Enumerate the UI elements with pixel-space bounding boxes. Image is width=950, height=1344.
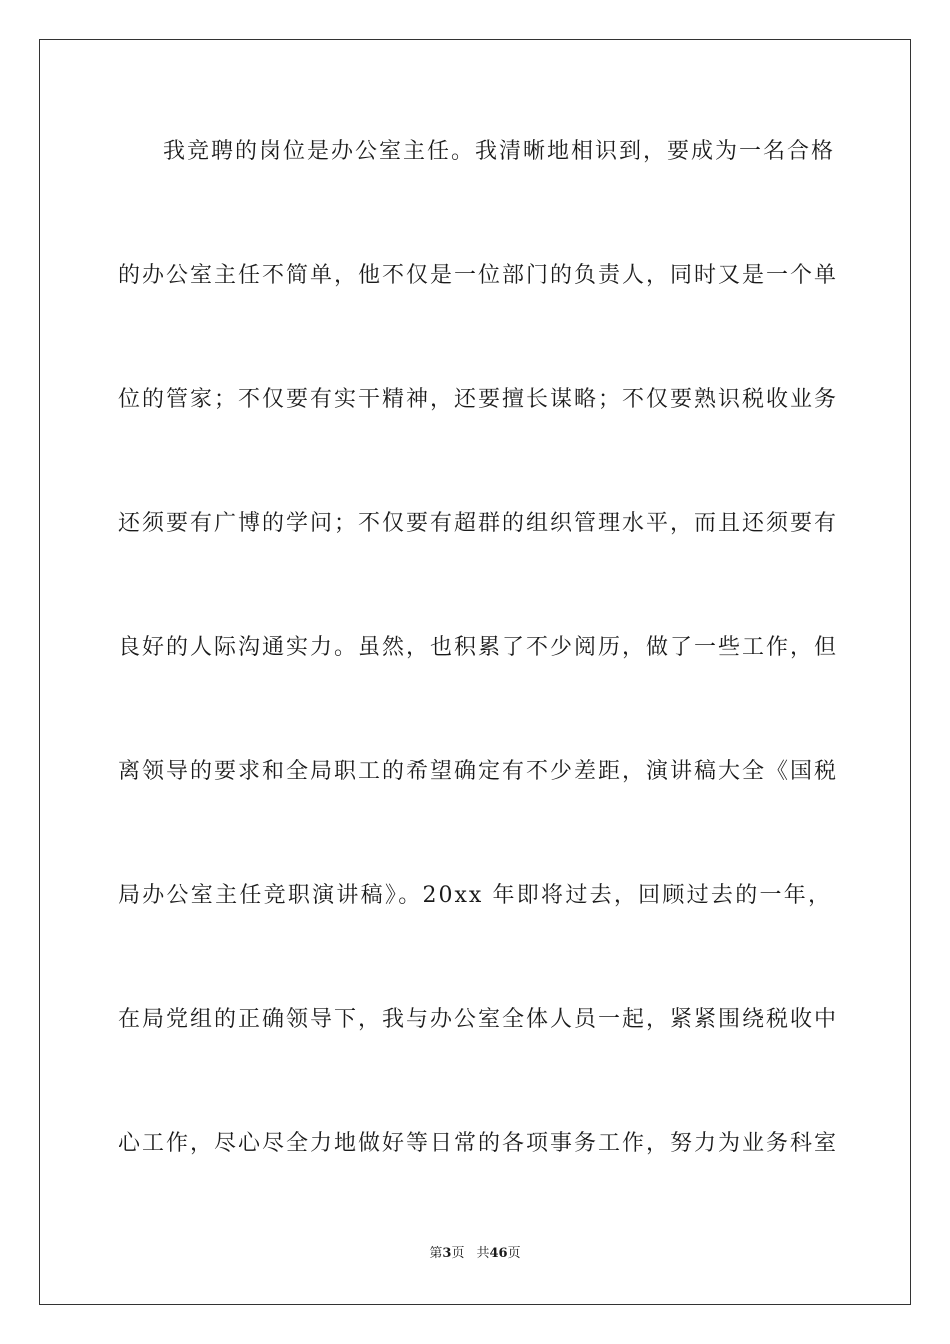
body-line-4: 还须要有广博的学问；不仅要有超群的组织管理水平，而且还须要有 bbox=[118, 511, 839, 536]
current-page-number: 3 bbox=[442, 1246, 452, 1261]
body-line-7: 局办公室主任竞职演讲稿》。20xx 年即将过去，回顾过去的一年， bbox=[118, 883, 832, 908]
body-line-8: 在局党组的正确领导下，我与办公室全体人员一起，紧紧围绕税收中 bbox=[118, 1007, 839, 1032]
body-line-9: 心工作，尽心尽全力地做好等日常的各项事务工作，努力为业务科室 bbox=[118, 1131, 839, 1156]
page-footer bbox=[0, 1245, 950, 1263]
page-prefix: 第 bbox=[429, 1246, 443, 1261]
page-suffix: 页 bbox=[451, 1246, 465, 1261]
total-suffix: 页 bbox=[507, 1246, 521, 1261]
page-frame bbox=[39, 39, 911, 1305]
body-line-6: 离领导的要求和全局职工的希望确定有不少差距，演讲稿大全《国税 bbox=[118, 759, 839, 784]
total-prefix: 共 bbox=[476, 1246, 490, 1261]
body-line-3: 位的管家；不仅要有实干精神，还要擅长谋略；不仅要熟识税收业务 bbox=[118, 387, 839, 412]
total-pages-number: 46 bbox=[489, 1246, 508, 1261]
body-line-5: 良好的人际沟通实力。虽然，也积累了不少阅历，做了一些工作，但 bbox=[118, 635, 839, 660]
body-line-1: 我竞聘的岗位是办公室主任。我清晰地相识到，要成为一名合格 bbox=[163, 139, 836, 164]
body-line-2: 的办公室主任不简单，他不仅是一位部门的负责人，同时又是一个单 bbox=[118, 263, 839, 288]
